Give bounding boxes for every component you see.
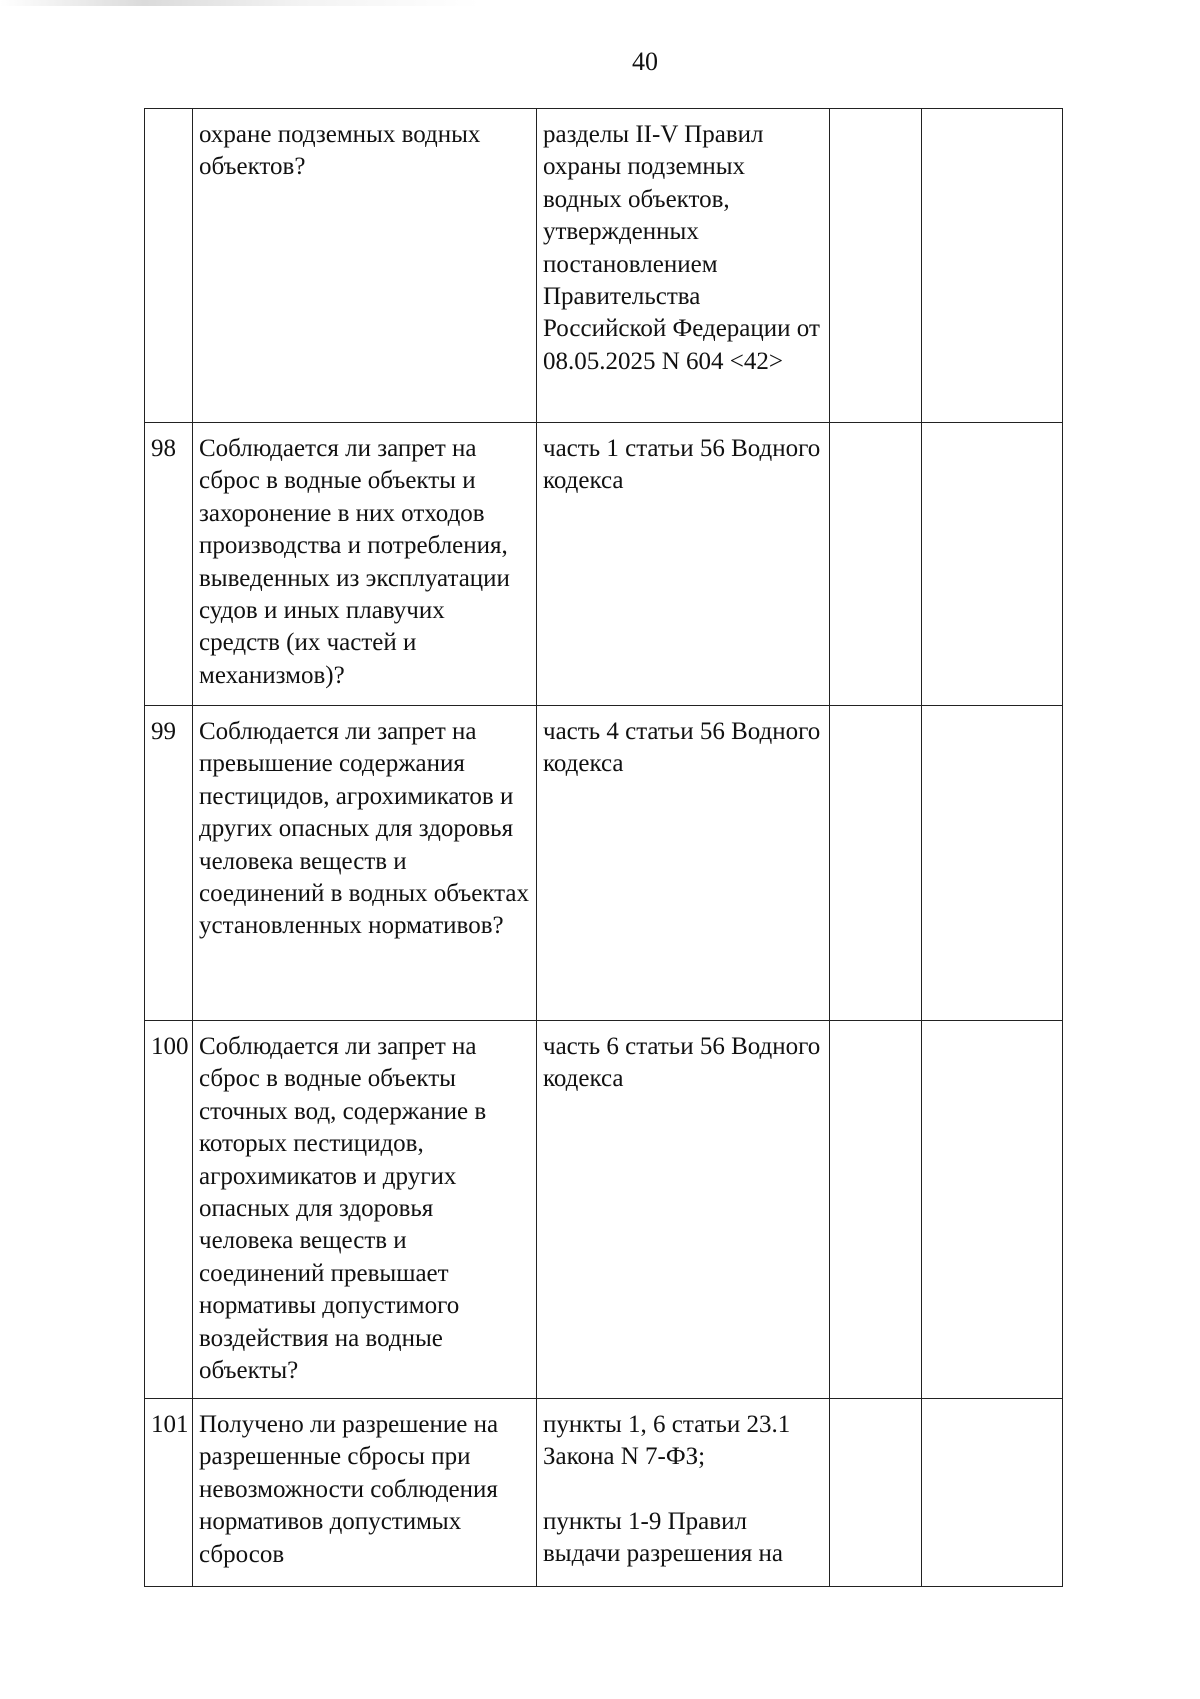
- note-cell: [922, 706, 1063, 1021]
- table-row: [145, 1399, 1063, 1587]
- row-number-cell: [145, 1021, 193, 1399]
- question-text: Соблюдается ли запрет на превышение содержания пестицидов, агрохимикатов и других опасных для здоровья человека веществ и соединений в водных объектах установленных нормативов?: [199, 718, 530, 940]
- question-text: Соблюдается ли запрет на сброс в водные объекты сточных вод, содержание в которых пестицидов, агрохимикатов и других опасных для здоровья человека веществ и соединений превышает нормативы допустимого воздействия на водные объекты?: [199, 1033, 487, 1385]
- answer-cell: [830, 109, 922, 423]
- table-row: [145, 109, 1063, 423]
- question-text: охране подземных водных объектов?: [199, 121, 481, 181]
- scan-edge: [0, 0, 1200, 6]
- reference-text: часть 1 статьи 56 Водного кодекса: [543, 435, 821, 495]
- note-cell: [922, 1021, 1063, 1399]
- reference-text: пункты 1-9 Правил выдачи разрешения на: [543, 1507, 784, 1568]
- reference-text: часть 4 статьи 56 Водного кодекса: [543, 718, 821, 778]
- reference-cell: [537, 423, 830, 706]
- row-number: 101: [151, 1411, 189, 1438]
- reference-cell: [537, 706, 830, 1021]
- table-row: [145, 423, 1063, 706]
- question-text: Получено ли разрешение на разрешенные сбросы при невозможности соблюдения нормативов допустимых сбросов: [199, 1411, 499, 1568]
- reference-gap: [543, 1474, 823, 1506]
- table-row: [145, 1021, 1063, 1399]
- checklist-table: [144, 108, 1063, 1587]
- answer-cell: [830, 706, 922, 1021]
- question-cell: [193, 109, 537, 423]
- row-number: 99: [151, 718, 176, 745]
- table-row: [145, 706, 1063, 1021]
- answer-cell: [830, 1399, 922, 1587]
- row-number-cell: [145, 706, 193, 1021]
- note-cell: [922, 109, 1063, 423]
- question-text: Соблюдается ли запрет на сброс в водные объекты и захоронение в них отходов производства и потребления, выведенных из эксплуатации судов и иных плавучих средств (их частей и механизмов)?: [199, 435, 510, 689]
- row-number: 98: [151, 435, 176, 462]
- reference-cell: [537, 1021, 830, 1399]
- reference-text: часть 6 статьи 56 Водного кодекса: [543, 1033, 821, 1093]
- question-cell: [193, 706, 537, 1021]
- reference-text: пункты 1, 6 статьи 23.1 Закона N 7-ФЗ;: [543, 1411, 791, 1471]
- row-number-cell: [145, 109, 193, 423]
- note-cell: [922, 1399, 1063, 1587]
- question-cell: [193, 1021, 537, 1399]
- answer-cell: [830, 423, 922, 706]
- reference-text: разделы II-V Правил охраны подземных водных объектов, утвержденных постановлением Правительства Российской Федерации от 08.05.2025 N 604 <42>: [543, 121, 820, 375]
- row-number-cell: [145, 1399, 193, 1587]
- note-cell: [922, 423, 1063, 706]
- page-number: 40: [632, 47, 658, 76]
- reference-cell: [537, 109, 830, 423]
- question-cell: [193, 423, 537, 706]
- row-number-cell: [145, 423, 193, 706]
- answer-cell: [830, 1021, 922, 1399]
- reference-cell: [537, 1399, 830, 1587]
- question-cell: [193, 1399, 537, 1587]
- row-number: 100: [151, 1033, 189, 1060]
